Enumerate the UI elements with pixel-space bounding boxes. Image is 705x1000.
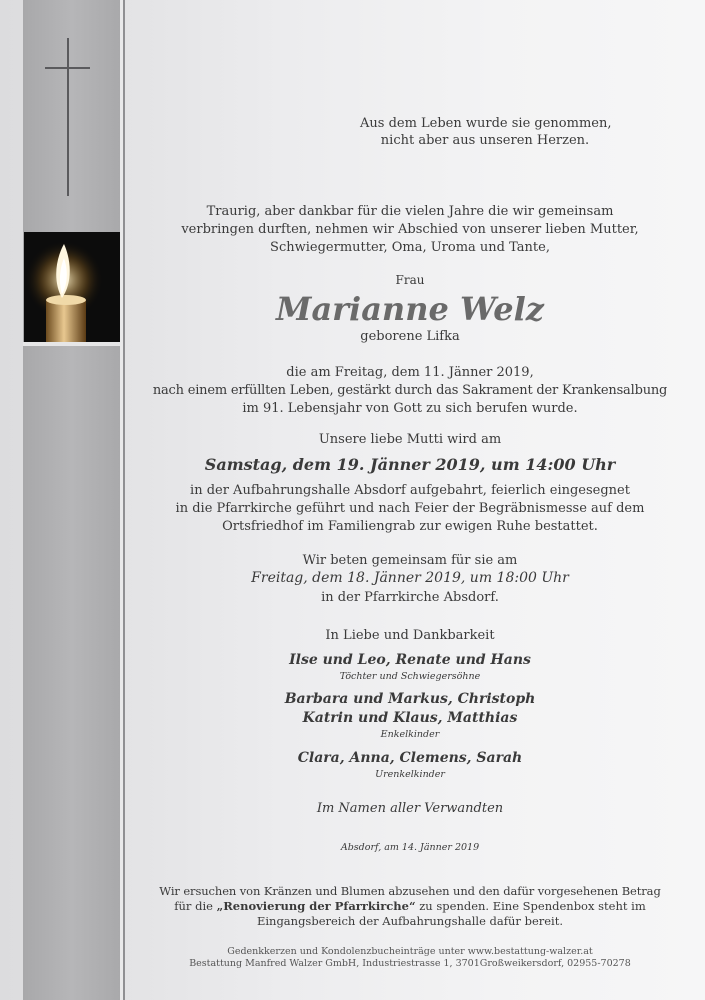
funeral-details-line-1: in der Aufbahrungshalle Absdorf aufgebahrt, feierlich eingesegnet (190, 483, 630, 498)
intro-line-3: Schwiegermutter, Oma, Uroma und Tante, (270, 240, 550, 255)
prayer-line-1: Wir beten gemeinsam für sie am (302, 553, 518, 568)
love-line: In Liebe und Dankbarkeit (325, 628, 495, 643)
funeral-details-line-3: Ortsfriedhof im Familiengrab zur ewigen Ruhe bestattet. (222, 519, 598, 534)
request-line-1: Wir ersuchen von Kränzen und Blumen abzusehen und den dafür vorgesehenen Betrag (159, 884, 661, 898)
intro-line-2: verbringen durften, nehmen wir Abschied von unserer lieben Mutter, (181, 222, 639, 237)
candle-image (24, 232, 120, 342)
mourner-relation: Enkelkinder (380, 729, 440, 740)
mourner-names: Katrin und Klaus, Matthias (302, 710, 518, 726)
request-line-3: Eingangsbereich der Aufbahrungshalle dafür bereit. (256, 914, 564, 928)
funeral-details-line-2: in die Pfarrkirche geführt und nach Feier der Begräbnismesse auf dem (175, 501, 645, 516)
footer-line-1: Gedenkkerzen und Kondolenzbucheinträge unter www.bestattung-walzer.at (227, 946, 593, 957)
mourner-names: Ilse und Leo, Renate und Hans (289, 652, 531, 668)
death-info-line-1: die am Freitag, dem 11. Jänner 2019, (286, 365, 534, 380)
deceased-name: Marianne Welz (276, 290, 544, 328)
funeral-intro: Unsere liebe Mutti wird am (318, 432, 502, 447)
donation-purpose: „Renovierung der Pfarrkirche“ (216, 899, 416, 913)
sidebar-edge-shadow (123, 0, 125, 1000)
request-text-pre: für die (174, 899, 217, 913)
mourner-relation: Töchter und Schwiegersöhne (339, 671, 481, 682)
cross-icon (67, 38, 69, 196)
prayer-date: Freitag, dem 18. Jänner 2019, um 18:00 Uhr (251, 570, 569, 586)
salutation: Frau (395, 273, 425, 287)
relatives-line: Im Namen aller Verwandten (316, 801, 504, 816)
candle-frame-bar (23, 342, 120, 346)
mourner-relation: Urenkelkinder (375, 769, 445, 780)
prayer-line-3: in der Pfarrkirche Absdorf. (321, 590, 499, 605)
footer-line-2: Bestattung Manfred Walzer GmbH, Industriestrasse 1, 3701Großweikersdorf, 02955-70278 (189, 958, 631, 969)
sidebar-band (23, 0, 120, 1000)
motto-line-1: Aus dem Leben wurde sie genommen, (360, 116, 612, 131)
cross-icon-bar (45, 67, 90, 69)
place-date: Absdorf, am 14. Jänner 2019 (340, 842, 480, 853)
request-line-2 (130, 899, 690, 914)
death-info-line-3: im 91. Lebensjahr von Gott zu sich berufen wurde. (242, 401, 578, 416)
mourner-names: Clara, Anna, Clemens, Sarah (297, 750, 523, 766)
mourner-names: Barbara und Markus, Christoph (284, 691, 536, 707)
request-text-post: zu spenden. Eine Spendenbox steht im (415, 899, 646, 913)
maiden-name: geborene Lifka (360, 329, 460, 344)
motto-line-2: nicht aber aus unseren Herzen. (380, 133, 590, 148)
intro-line-1: Traurig, aber dankbar für die vielen Jahre die wir gemeinsam (206, 204, 614, 219)
funeral-date: Samstag, dem 19. Jänner 2019, um 14:00 Uhr (204, 455, 616, 474)
death-info-line-2: nach einem erfüllten Leben, gestärkt durch das Sakrament der Krankensalbung (152, 383, 668, 398)
